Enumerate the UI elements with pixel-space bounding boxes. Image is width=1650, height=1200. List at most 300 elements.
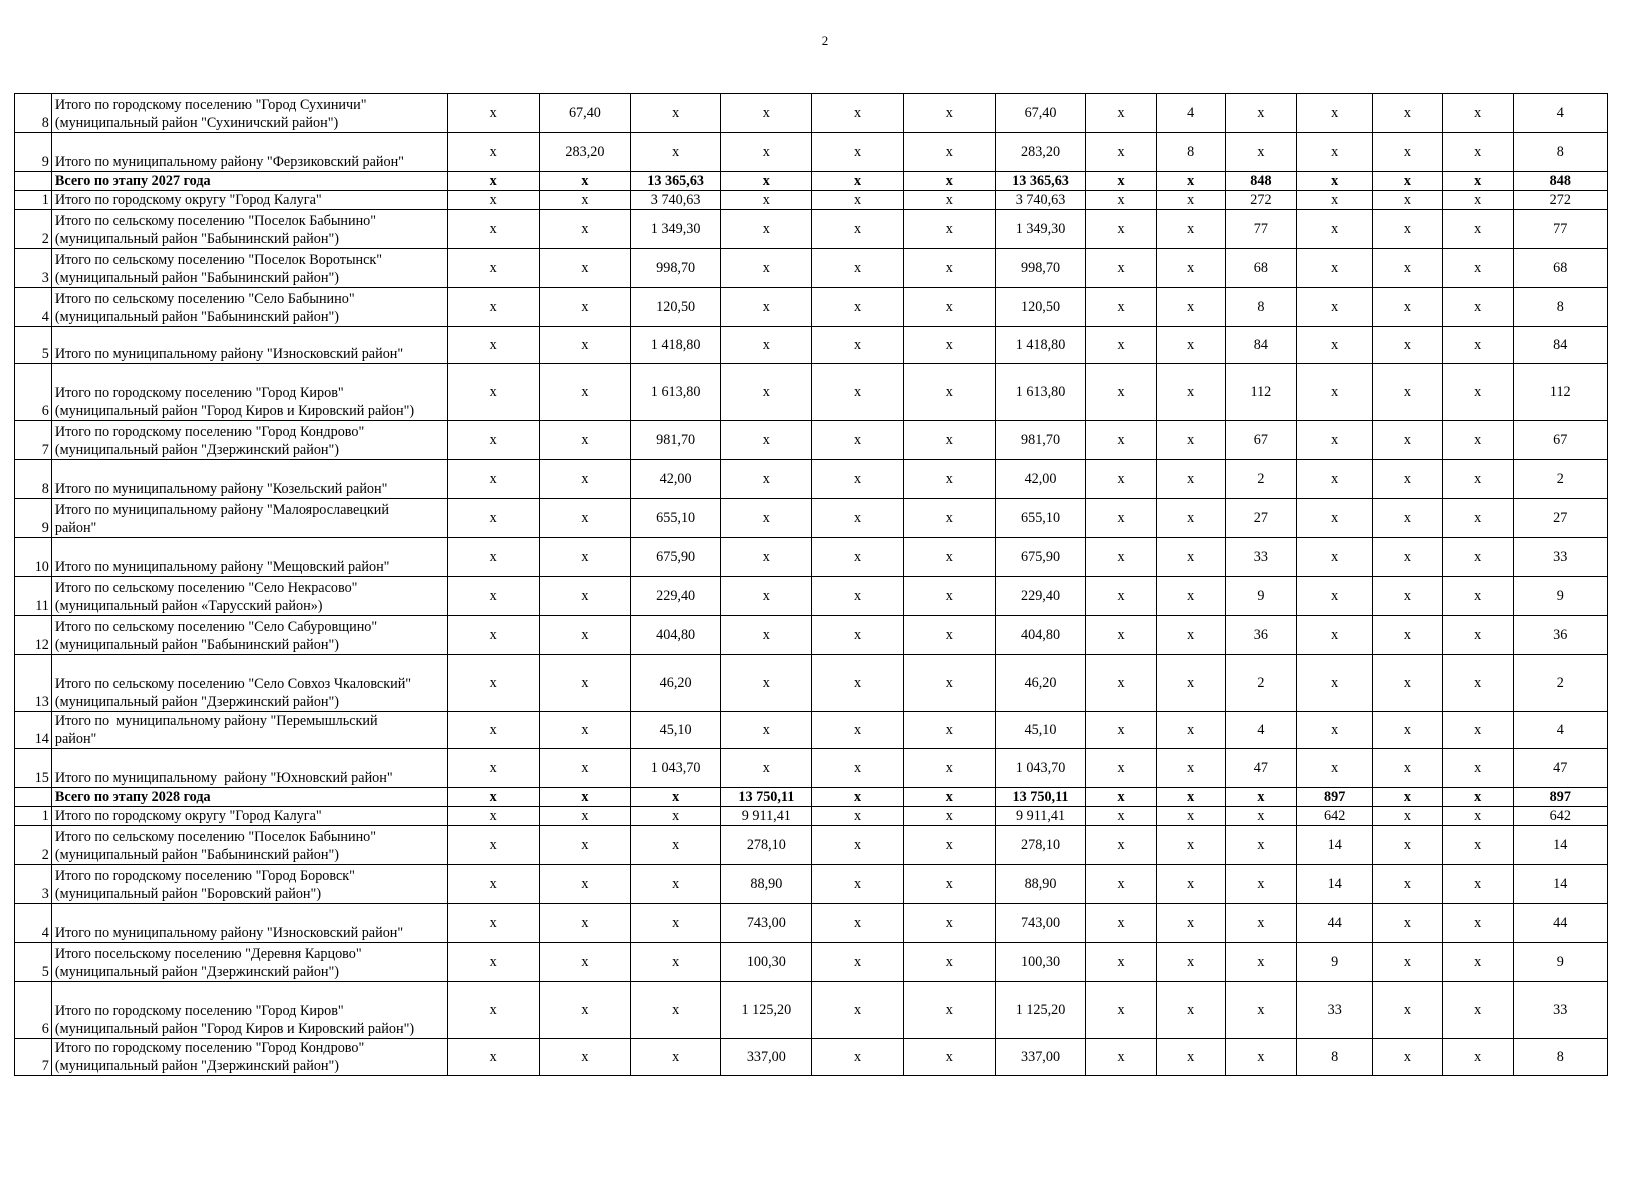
value-cell-5: х bbox=[812, 982, 903, 1039]
value-cell-5: х bbox=[812, 826, 903, 865]
value-cell-4: 13 750,11 bbox=[721, 788, 812, 807]
value-cell-5: х bbox=[812, 616, 903, 655]
value-cell-14: 897 bbox=[1513, 788, 1607, 807]
value-cell-13: х bbox=[1442, 499, 1513, 538]
value-cell-2: х bbox=[539, 249, 630, 288]
value-cell-14: 14 bbox=[1513, 865, 1607, 904]
value-cell-4: х bbox=[721, 172, 812, 191]
row-number: 11 bbox=[15, 577, 52, 616]
value-cell-1: х bbox=[447, 616, 539, 655]
value-cell-1: х bbox=[447, 982, 539, 1039]
row-name: Итого по муниципальному району "Козельский район" bbox=[51, 460, 447, 499]
value-cell-9: х bbox=[1156, 538, 1225, 577]
value-cell-5: х bbox=[812, 94, 903, 133]
value-cell-3: 1 613,80 bbox=[631, 364, 721, 421]
table-row bbox=[15, 210, 1608, 249]
value-cell-7: 46,20 bbox=[995, 655, 1085, 712]
value-cell-9: х bbox=[1156, 788, 1225, 807]
value-cell-10: 4 bbox=[1225, 712, 1297, 749]
value-cell-2: х bbox=[539, 538, 630, 577]
value-cell-13: х bbox=[1442, 249, 1513, 288]
value-cell-12: х bbox=[1373, 826, 1443, 865]
value-cell-14: 36 bbox=[1513, 616, 1607, 655]
value-cell-6: х bbox=[903, 904, 995, 943]
value-cell-7: 13 365,63 bbox=[995, 172, 1085, 191]
value-cell-13: х bbox=[1442, 943, 1513, 982]
row-name: Итого по городскому поселению "Город Сухиничи" (муниципальный район "Сухиничский район") bbox=[51, 94, 447, 133]
row-number: 9 bbox=[15, 133, 52, 172]
value-cell-14: 33 bbox=[1513, 982, 1607, 1039]
table-row bbox=[15, 943, 1608, 982]
value-cell-1: х bbox=[447, 460, 539, 499]
value-cell-13: х bbox=[1442, 172, 1513, 191]
value-cell-3: 675,90 bbox=[631, 538, 721, 577]
table-row bbox=[15, 364, 1608, 421]
value-cell-10: х bbox=[1225, 865, 1297, 904]
row-number: 9 bbox=[15, 499, 52, 538]
value-cell-7: 100,30 bbox=[995, 943, 1085, 982]
value-cell-11: 14 bbox=[1297, 865, 1373, 904]
value-cell-13: х bbox=[1442, 807, 1513, 826]
row-number: 5 bbox=[15, 943, 52, 982]
row-name: Итого по городскому округу "Город Калуга" bbox=[51, 807, 447, 826]
table-row bbox=[15, 1039, 1608, 1076]
row-number: 2 bbox=[15, 210, 52, 249]
value-cell-12: х bbox=[1373, 616, 1443, 655]
value-cell-8: х bbox=[1086, 865, 1157, 904]
value-cell-6: х bbox=[903, 616, 995, 655]
value-cell-12: х bbox=[1373, 172, 1443, 191]
value-cell-3: 655,10 bbox=[631, 499, 721, 538]
value-cell-8: х bbox=[1086, 749, 1157, 788]
value-cell-6: х bbox=[903, 191, 995, 210]
value-cell-8: х bbox=[1086, 94, 1157, 133]
value-cell-13: х bbox=[1442, 94, 1513, 133]
table-row bbox=[15, 807, 1608, 826]
value-cell-12: х bbox=[1373, 712, 1443, 749]
value-cell-11: 897 bbox=[1297, 788, 1373, 807]
value-cell-10: 77 bbox=[1225, 210, 1297, 249]
row-name: Итого по муниципальному району "Юхновский район" bbox=[51, 749, 447, 788]
value-cell-10: х bbox=[1225, 94, 1297, 133]
row-number: 12 bbox=[15, 616, 52, 655]
value-cell-13: х bbox=[1442, 865, 1513, 904]
table-row bbox=[15, 421, 1608, 460]
value-cell-3: х bbox=[631, 788, 721, 807]
table-row bbox=[15, 288, 1608, 327]
value-cell-10: 36 bbox=[1225, 616, 1297, 655]
value-cell-11: х bbox=[1297, 460, 1373, 499]
value-cell-8: х bbox=[1086, 788, 1157, 807]
value-cell-10: х bbox=[1225, 807, 1297, 826]
value-cell-1: х bbox=[447, 133, 539, 172]
row-number: 4 bbox=[15, 904, 52, 943]
value-cell-12: х bbox=[1373, 807, 1443, 826]
value-cell-10: 2 bbox=[1225, 460, 1297, 499]
value-cell-13: х bbox=[1442, 210, 1513, 249]
value-cell-14: 8 bbox=[1513, 288, 1607, 327]
value-cell-7: 283,20 bbox=[995, 133, 1085, 172]
value-cell-12: х bbox=[1373, 788, 1443, 807]
value-cell-9: х bbox=[1156, 826, 1225, 865]
value-cell-5: х bbox=[812, 577, 903, 616]
value-cell-4: х bbox=[721, 460, 812, 499]
value-cell-4: х bbox=[721, 616, 812, 655]
value-cell-13: х bbox=[1442, 538, 1513, 577]
value-cell-11: 14 bbox=[1297, 826, 1373, 865]
value-cell-11: х bbox=[1297, 655, 1373, 712]
row-number: 1 bbox=[15, 191, 52, 210]
value-cell-6: х bbox=[903, 288, 995, 327]
value-cell-14: 9 bbox=[1513, 577, 1607, 616]
value-cell-1: х bbox=[447, 210, 539, 249]
value-cell-4: х bbox=[721, 499, 812, 538]
value-cell-14: 8 bbox=[1513, 1039, 1607, 1076]
row-name: Итого по городскому поселению "Город Боровск" (муниципальный район "Боровский район") bbox=[51, 865, 447, 904]
value-cell-3: 3 740,63 bbox=[631, 191, 721, 210]
row-number: 6 bbox=[15, 982, 52, 1039]
value-cell-14: 4 bbox=[1513, 712, 1607, 749]
row-number: 4 bbox=[15, 288, 52, 327]
value-cell-2: х bbox=[539, 943, 630, 982]
table-row bbox=[15, 577, 1608, 616]
value-cell-5: х bbox=[812, 364, 903, 421]
table-row bbox=[15, 191, 1608, 210]
value-cell-12: х bbox=[1373, 249, 1443, 288]
value-cell-12: х bbox=[1373, 865, 1443, 904]
row-name: Итого по городскому поселению "Город Киров" (муниципальный район "Город Киров и Кировский район") bbox=[51, 364, 447, 421]
value-cell-4: 1 125,20 bbox=[721, 982, 812, 1039]
value-cell-1: х bbox=[447, 421, 539, 460]
value-cell-5: х bbox=[812, 288, 903, 327]
value-cell-1: х bbox=[447, 191, 539, 210]
value-cell-4: х bbox=[721, 655, 812, 712]
value-cell-11: х bbox=[1297, 94, 1373, 133]
value-cell-7: 13 750,11 bbox=[995, 788, 1085, 807]
value-cell-7: 67,40 bbox=[995, 94, 1085, 133]
value-cell-7: 278,10 bbox=[995, 826, 1085, 865]
value-cell-14: 44 bbox=[1513, 904, 1607, 943]
value-cell-7: 45,10 bbox=[995, 712, 1085, 749]
value-cell-2: х bbox=[539, 807, 630, 826]
value-cell-6: х bbox=[903, 364, 995, 421]
value-cell-7: 9 911,41 bbox=[995, 807, 1085, 826]
value-cell-9: х bbox=[1156, 288, 1225, 327]
value-cell-6: х bbox=[903, 460, 995, 499]
value-cell-4: 337,00 bbox=[721, 1039, 812, 1076]
value-cell-11: х bbox=[1297, 172, 1373, 191]
value-cell-9: х bbox=[1156, 1039, 1225, 1076]
value-cell-8: х bbox=[1086, 288, 1157, 327]
value-cell-7: 1 349,30 bbox=[995, 210, 1085, 249]
value-cell-8: х bbox=[1086, 133, 1157, 172]
value-cell-3: 1 349,30 bbox=[631, 210, 721, 249]
value-cell-13: х bbox=[1442, 904, 1513, 943]
value-cell-2: х bbox=[539, 1039, 630, 1076]
row-number: 3 bbox=[15, 865, 52, 904]
row-name: Итого по сельскому поселению "Поселок Бабынино" (муниципальный район "Бабынинский район") bbox=[51, 210, 447, 249]
value-cell-11: х bbox=[1297, 364, 1373, 421]
value-cell-2: х bbox=[539, 577, 630, 616]
value-cell-3: 45,10 bbox=[631, 712, 721, 749]
value-cell-3: 404,80 bbox=[631, 616, 721, 655]
value-cell-6: х bbox=[903, 327, 995, 364]
value-cell-7: 1 418,80 bbox=[995, 327, 1085, 364]
value-cell-2: х bbox=[539, 364, 630, 421]
value-cell-11: х bbox=[1297, 577, 1373, 616]
value-cell-10: х bbox=[1225, 133, 1297, 172]
value-cell-9: х bbox=[1156, 712, 1225, 749]
value-cell-12: х bbox=[1373, 943, 1443, 982]
value-cell-13: х bbox=[1442, 191, 1513, 210]
value-cell-2: х bbox=[539, 499, 630, 538]
value-cell-13: х bbox=[1442, 133, 1513, 172]
value-cell-11: х bbox=[1297, 327, 1373, 364]
value-cell-2: х bbox=[539, 788, 630, 807]
value-cell-2: х bbox=[539, 749, 630, 788]
value-cell-10: 848 bbox=[1225, 172, 1297, 191]
table-row bbox=[15, 616, 1608, 655]
value-cell-7: 120,50 bbox=[995, 288, 1085, 327]
value-cell-8: х bbox=[1086, 904, 1157, 943]
value-cell-9: х bbox=[1156, 172, 1225, 191]
value-cell-10: 27 bbox=[1225, 499, 1297, 538]
data-table bbox=[14, 93, 1608, 1076]
value-cell-2: х bbox=[539, 826, 630, 865]
table-row bbox=[15, 94, 1608, 133]
value-cell-5: х bbox=[812, 788, 903, 807]
value-cell-6: х bbox=[903, 712, 995, 749]
value-cell-3: 13 365,63 bbox=[631, 172, 721, 191]
row-name: Итого по муниципальному району "Ферзиковский район" bbox=[51, 133, 447, 172]
value-cell-3: 998,70 bbox=[631, 249, 721, 288]
value-cell-9: х bbox=[1156, 210, 1225, 249]
row-number: 7 bbox=[15, 1039, 52, 1076]
value-cell-8: х bbox=[1086, 1039, 1157, 1076]
value-cell-14: 77 bbox=[1513, 210, 1607, 249]
value-cell-6: х bbox=[903, 788, 995, 807]
value-cell-11: х bbox=[1297, 749, 1373, 788]
table-row bbox=[15, 749, 1608, 788]
value-cell-8: х bbox=[1086, 499, 1157, 538]
value-cell-5: х bbox=[812, 249, 903, 288]
value-cell-11: х bbox=[1297, 538, 1373, 577]
value-cell-12: х bbox=[1373, 210, 1443, 249]
value-cell-3: х bbox=[631, 133, 721, 172]
value-cell-11: 642 bbox=[1297, 807, 1373, 826]
value-cell-14: 848 bbox=[1513, 172, 1607, 191]
row-name: Итого по городскому поселению "Город Кондрово" (муниципальный район "Дзержинский район") bbox=[51, 421, 447, 460]
value-cell-3: 981,70 bbox=[631, 421, 721, 460]
value-cell-5: х bbox=[812, 865, 903, 904]
value-cell-2: х bbox=[539, 191, 630, 210]
row-name: Итого по сельскому поселению "Село Бабынино" (муниципальный район "Бабынинский район") bbox=[51, 288, 447, 327]
value-cell-7: 1 043,70 bbox=[995, 749, 1085, 788]
value-cell-4: х bbox=[721, 191, 812, 210]
value-cell-1: х bbox=[447, 865, 539, 904]
value-cell-10: 2 bbox=[1225, 655, 1297, 712]
value-cell-10: 112 bbox=[1225, 364, 1297, 421]
value-cell-1: х bbox=[447, 826, 539, 865]
value-cell-5: х bbox=[812, 943, 903, 982]
value-cell-13: х bbox=[1442, 655, 1513, 712]
value-cell-12: х bbox=[1373, 327, 1443, 364]
value-cell-8: х bbox=[1086, 249, 1157, 288]
value-cell-1: х bbox=[447, 712, 539, 749]
value-cell-1: х bbox=[447, 499, 539, 538]
value-cell-7: 998,70 bbox=[995, 249, 1085, 288]
value-cell-10: 47 bbox=[1225, 749, 1297, 788]
value-cell-4: х bbox=[721, 749, 812, 788]
value-cell-4: х bbox=[721, 538, 812, 577]
value-cell-11: х bbox=[1297, 191, 1373, 210]
value-cell-12: х bbox=[1373, 982, 1443, 1039]
table-row bbox=[15, 904, 1608, 943]
value-cell-3: х bbox=[631, 826, 721, 865]
value-cell-2: х bbox=[539, 460, 630, 499]
value-cell-9: х bbox=[1156, 982, 1225, 1039]
table-row bbox=[15, 538, 1608, 577]
value-cell-8: х bbox=[1086, 712, 1157, 749]
value-cell-7: 1 125,20 bbox=[995, 982, 1085, 1039]
value-cell-6: х bbox=[903, 577, 995, 616]
value-cell-11: 33 bbox=[1297, 982, 1373, 1039]
value-cell-10: х bbox=[1225, 904, 1297, 943]
value-cell-6: х bbox=[903, 655, 995, 712]
value-cell-6: х bbox=[903, 538, 995, 577]
table-row bbox=[15, 499, 1608, 538]
value-cell-14: 2 bbox=[1513, 655, 1607, 712]
value-cell-11: х bbox=[1297, 712, 1373, 749]
value-cell-4: х bbox=[721, 94, 812, 133]
value-cell-14: 14 bbox=[1513, 826, 1607, 865]
value-cell-9: х bbox=[1156, 249, 1225, 288]
value-cell-7: 1 613,80 bbox=[995, 364, 1085, 421]
table-row bbox=[15, 982, 1608, 1039]
value-cell-14: 68 bbox=[1513, 249, 1607, 288]
value-cell-2: х bbox=[539, 172, 630, 191]
value-cell-12: х bbox=[1373, 133, 1443, 172]
row-number: 8 bbox=[15, 460, 52, 499]
value-cell-10: 67 bbox=[1225, 421, 1297, 460]
value-cell-12: х bbox=[1373, 499, 1443, 538]
value-cell-8: х bbox=[1086, 538, 1157, 577]
value-cell-14: 8 bbox=[1513, 133, 1607, 172]
value-cell-6: х bbox=[903, 807, 995, 826]
value-cell-5: х bbox=[812, 191, 903, 210]
value-cell-5: х bbox=[812, 327, 903, 364]
value-cell-9: х bbox=[1156, 865, 1225, 904]
value-cell-5: х bbox=[812, 655, 903, 712]
value-cell-5: х bbox=[812, 210, 903, 249]
value-cell-9: х bbox=[1156, 655, 1225, 712]
value-cell-13: х bbox=[1442, 364, 1513, 421]
value-cell-3: х bbox=[631, 943, 721, 982]
value-cell-7: 655,10 bbox=[995, 499, 1085, 538]
value-cell-7: 981,70 bbox=[995, 421, 1085, 460]
value-cell-1: х bbox=[447, 749, 539, 788]
value-cell-2: х bbox=[539, 327, 630, 364]
value-cell-2: 283,20 bbox=[539, 133, 630, 172]
value-cell-8: х bbox=[1086, 943, 1157, 982]
value-cell-1: х bbox=[447, 249, 539, 288]
value-cell-3: х bbox=[631, 982, 721, 1039]
value-cell-14: 642 bbox=[1513, 807, 1607, 826]
value-cell-12: х bbox=[1373, 94, 1443, 133]
value-cell-8: х bbox=[1086, 807, 1157, 826]
value-cell-3: 120,50 bbox=[631, 288, 721, 327]
value-cell-8: х bbox=[1086, 421, 1157, 460]
table-row bbox=[15, 249, 1608, 288]
row-name: Итого посельскому поселению "Деревня Карцово" (муниципальный район "Дзержинский район") bbox=[51, 943, 447, 982]
value-cell-4: 278,10 bbox=[721, 826, 812, 865]
row-number: 3 bbox=[15, 249, 52, 288]
page-number: 2 bbox=[821, 33, 829, 48]
value-cell-3: х bbox=[631, 1039, 721, 1076]
value-cell-4: х bbox=[721, 421, 812, 460]
value-cell-11: х bbox=[1297, 133, 1373, 172]
value-cell-13: х bbox=[1442, 982, 1513, 1039]
value-cell-4: х bbox=[721, 327, 812, 364]
value-cell-4: х bbox=[721, 288, 812, 327]
row-number: 14 bbox=[15, 712, 52, 749]
value-cell-5: х bbox=[812, 807, 903, 826]
value-cell-12: х bbox=[1373, 655, 1443, 712]
value-cell-12: х bbox=[1373, 421, 1443, 460]
table-total-row bbox=[15, 788, 1608, 807]
value-cell-7: 404,80 bbox=[995, 616, 1085, 655]
value-cell-6: х bbox=[903, 865, 995, 904]
value-cell-5: х bbox=[812, 499, 903, 538]
table-row bbox=[15, 327, 1608, 364]
value-cell-4: х bbox=[721, 210, 812, 249]
row-name: Итого по муниципальному району "Мещовский район" bbox=[51, 538, 447, 577]
value-cell-12: х bbox=[1373, 749, 1443, 788]
value-cell-3: 229,40 bbox=[631, 577, 721, 616]
value-cell-11: х bbox=[1297, 288, 1373, 327]
value-cell-14: 27 bbox=[1513, 499, 1607, 538]
value-cell-13: х bbox=[1442, 577, 1513, 616]
value-cell-6: х bbox=[903, 133, 995, 172]
value-cell-11: х bbox=[1297, 249, 1373, 288]
value-cell-1: х bbox=[447, 538, 539, 577]
value-cell-11: 9 bbox=[1297, 943, 1373, 982]
value-cell-3: х bbox=[631, 94, 721, 133]
value-cell-6: х bbox=[903, 421, 995, 460]
value-cell-2: х bbox=[539, 982, 630, 1039]
row-name: Итого по сельскому поселению "Поселок Бабынино" (муниципальный район "Бабынинский район") bbox=[51, 826, 447, 865]
value-cell-1: х bbox=[447, 943, 539, 982]
value-cell-1: х bbox=[447, 327, 539, 364]
value-cell-12: х bbox=[1373, 904, 1443, 943]
value-cell-12: х bbox=[1373, 538, 1443, 577]
value-cell-7: 42,00 bbox=[995, 460, 1085, 499]
row-name: Итого по сельскому поселению "Поселок Воротынск" (муниципальный район "Бабынинский район") bbox=[51, 249, 447, 288]
value-cell-1: х bbox=[447, 1039, 539, 1076]
row-number: 8 bbox=[15, 94, 52, 133]
value-cell-13: х bbox=[1442, 288, 1513, 327]
value-cell-11: х bbox=[1297, 616, 1373, 655]
value-cell-10: х bbox=[1225, 982, 1297, 1039]
value-cell-10: 84 bbox=[1225, 327, 1297, 364]
value-cell-10: х bbox=[1225, 788, 1297, 807]
value-cell-1: х bbox=[447, 904, 539, 943]
value-cell-9: х bbox=[1156, 364, 1225, 421]
value-cell-3: 1 043,70 bbox=[631, 749, 721, 788]
value-cell-8: х bbox=[1086, 577, 1157, 616]
value-cell-8: х bbox=[1086, 655, 1157, 712]
value-cell-6: х bbox=[903, 499, 995, 538]
